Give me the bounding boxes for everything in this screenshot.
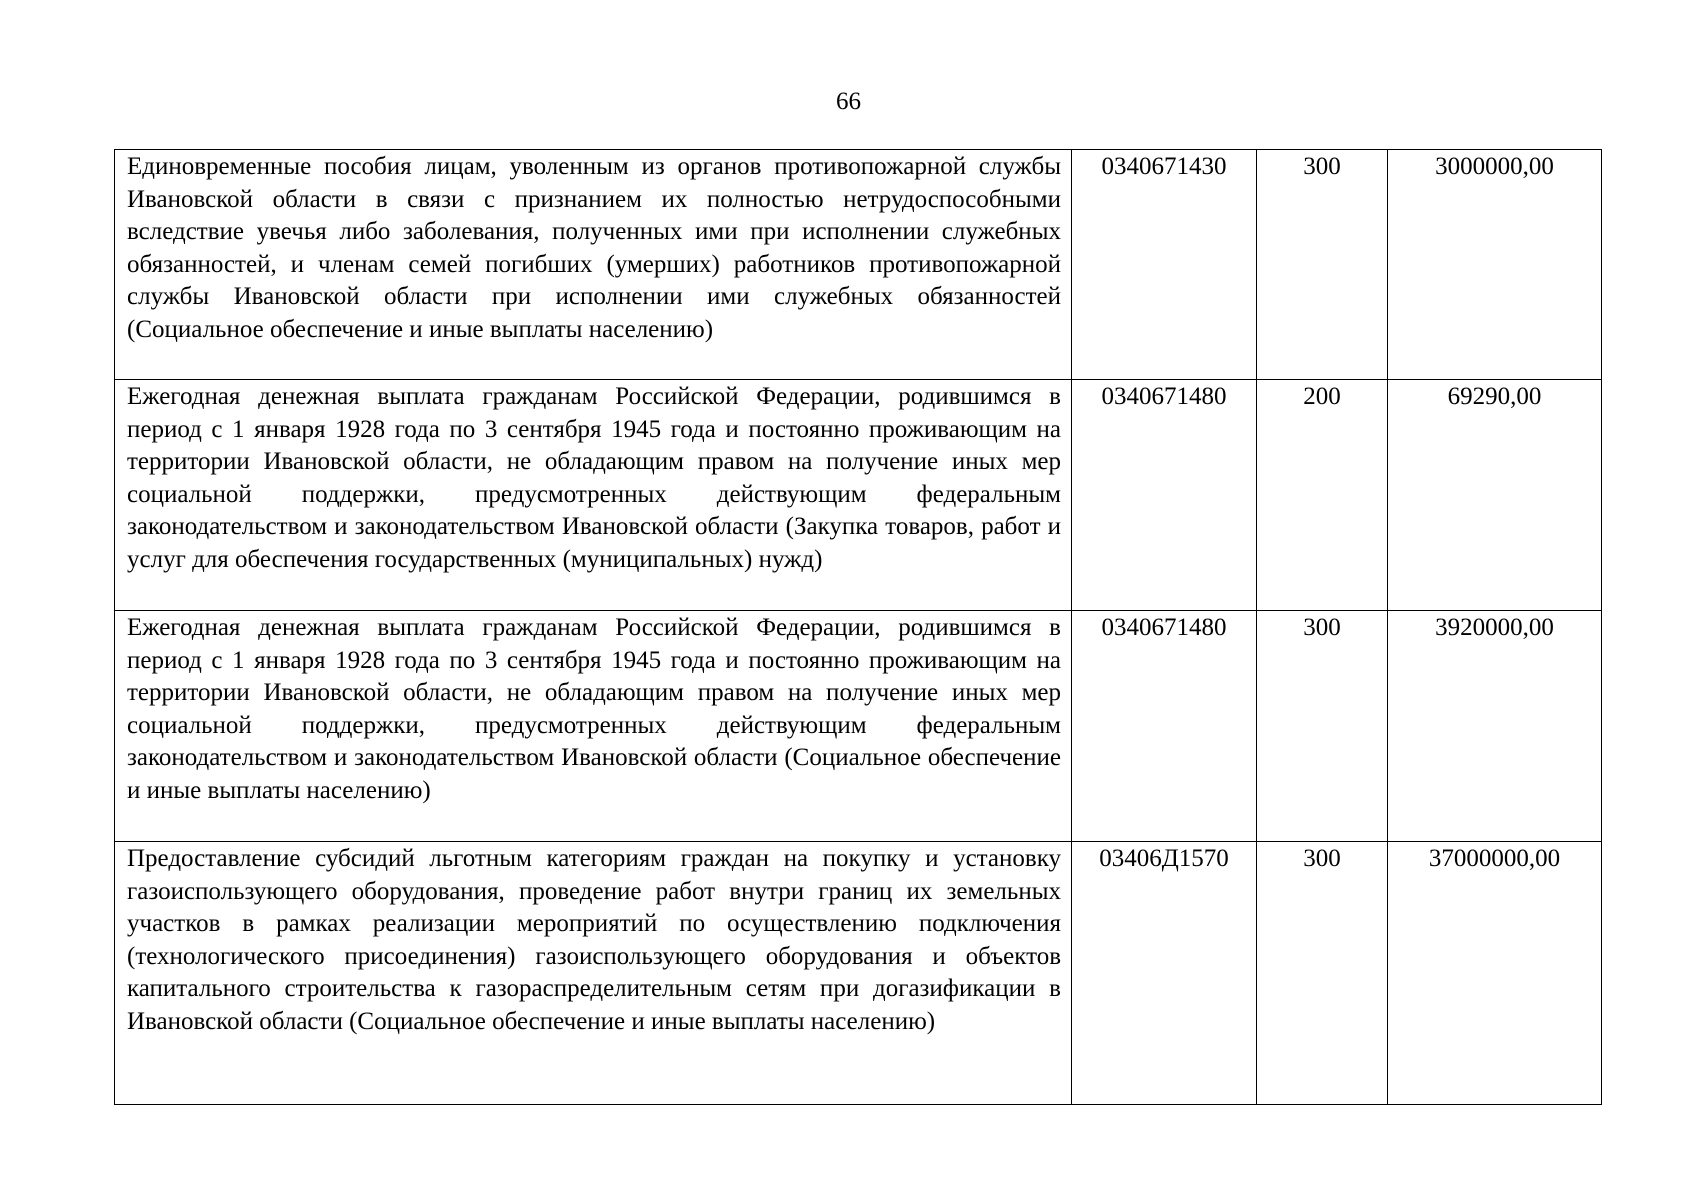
row-description: Предоставление субсидий льготным категориям граждан на покупку и установку газоиспользующего оборудования, проведение работ внутри границ их земельных участков в рамках реализации мероприятий по осуществлению подключения (технологического присоединения) газоиспользующего оборудования и объектов капитального строительства к газораспределительным сетям при догазификации в Ивановской области (Социальное обеспечение и иные выплаты населению)	[115, 842, 1072, 1105]
row-amount: 37000000,00	[1388, 842, 1602, 1105]
row-expense-type: 300	[1257, 150, 1388, 380]
row-target-code: 0340671480	[1072, 380, 1257, 611]
row-expense-type: 300	[1257, 842, 1388, 1105]
row-description: Ежегодная денежная выплата гражданам Российской Федерации, родившимся в период с 1 января 1928 года по 3 сентября 1945 года и постоянно проживающим на территории Ивановской области, не обладающим правом на получение иных мер социальной поддержки, предусмотренных действующим федеральным законодательством и законодательством Ивановской области (Закупка товаров, работ и услуг для обеспечения государственных (муниципальных) нужд)	[115, 380, 1072, 611]
row-expense-type: 300	[1257, 611, 1388, 842]
budget-table	[114, 149, 1602, 1105]
table-row	[115, 150, 1602, 380]
row-expense-type: 200	[1257, 380, 1388, 611]
table-row	[115, 611, 1602, 842]
row-description: Ежегодная денежная выплата гражданам Российской Федерации, родившимся в период с 1 января 1928 года по 3 сентября 1945 года и постоянно проживающим на территории Ивановской области, не обладающим правом на получение иных мер социальной поддержки, предусмотренных действующим федеральным законодательством и законодательством Ивановской области (Социальное обеспечение и иные выплаты населению)	[115, 611, 1072, 842]
row-target-code: 03406Д1570	[1072, 842, 1257, 1105]
row-amount: 3920000,00	[1388, 611, 1602, 842]
row-amount: 69290,00	[1388, 380, 1602, 611]
row-amount: 3000000,00	[1388, 150, 1602, 380]
row-description: Единовременные пособия лицам, уволенным из органов противопожарной службы Ивановской области в связи с признанием их полностью нетрудоспособными вследствие увечья либо заболевания, полученных ими при исполнении служебных обязанностей, и членам семей погибших (умерших) работников противопожарной службы Ивановской области при исполнении ими служебных обязанностей (Социальное обеспечение и иные выплаты населению)	[115, 150, 1072, 380]
row-target-code: 0340671430	[1072, 150, 1257, 380]
table-row	[115, 380, 1602, 611]
page-number: 66	[836, 88, 861, 115]
row-target-code: 0340671480	[1072, 611, 1257, 842]
table-row	[115, 842, 1602, 1105]
